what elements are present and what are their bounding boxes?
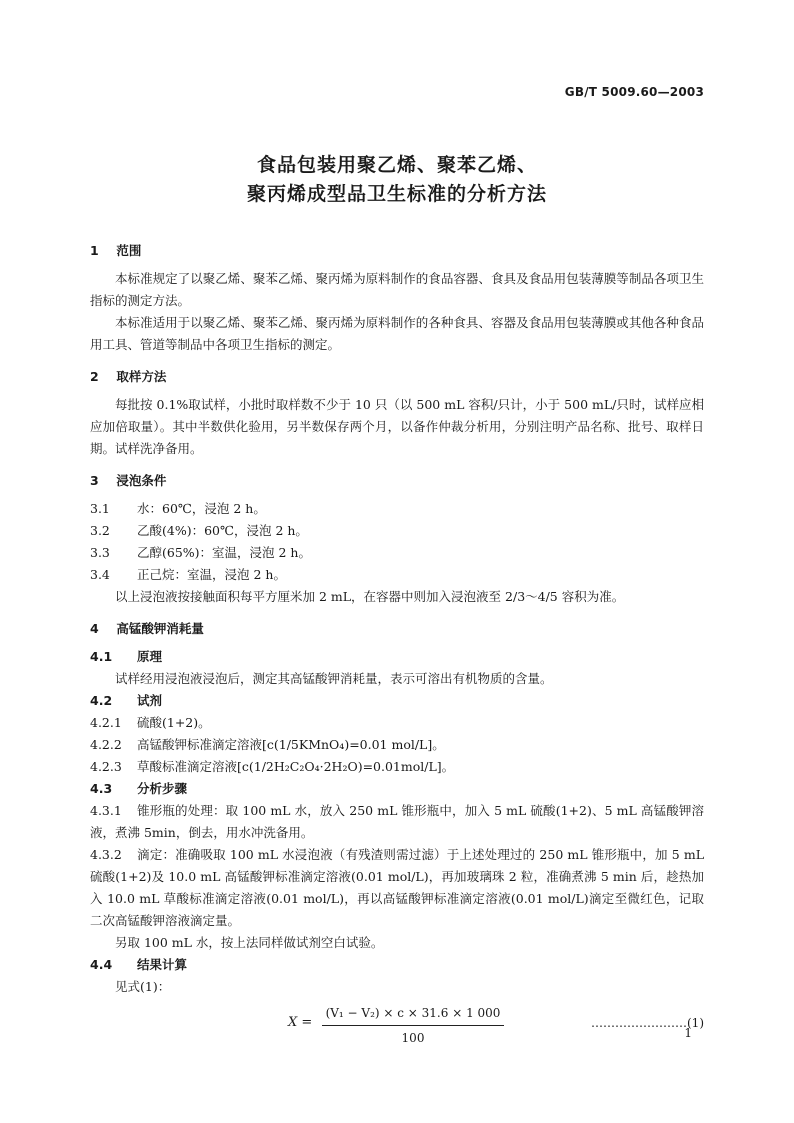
formula-lhs: X = [288, 1015, 313, 1030]
item-number: 4.2.2 [90, 737, 122, 752]
paragraph: 另取 100 mL 水，按上法同样做试剂空白试验。 [115, 935, 384, 950]
formula-number: ……………………(1) [591, 1016, 704, 1030]
document-title [0, 151, 794, 209]
paragraph-number: 4.3.2 [90, 847, 122, 862]
section-number: 2 [90, 369, 99, 384]
subsection-number: 4.3 [90, 781, 113, 796]
paragraph: 本标准规定了以聚乙烯、聚苯乙烯、聚丙烯为原料制作的食品容器、食具及食品用包装薄膜等制品各项卫生指标的测定方法。 [90, 271, 704, 308]
title-line-2: 聚丙烯成型品卫生标准的分析方法 [246, 183, 547, 205]
item-number: 3.3 [90, 545, 110, 560]
subsection-number: 4.4 [90, 957, 113, 972]
item-text: 高锰酸钾标准滴定溶液[c(1/5KMnO₄)=0.01 mol/L]。 [137, 737, 445, 752]
paragraph: 见式(1)： [115, 979, 171, 994]
section-heading-soaking [90, 470, 704, 492]
paragraph-number: 4.3.1 [90, 803, 122, 818]
page-number: 1 [684, 1026, 692, 1040]
formula-numerator: (V₁ − V₂) × c × 31.6 × 1 000 [322, 1002, 504, 1026]
formula-fraction [322, 1002, 504, 1049]
item-number: 3.2 [90, 523, 110, 538]
paragraph: 试样经用浸泡液浸泡后，测定其高锰酸钾消耗量，表示可溶出有机物质的含量。 [115, 671, 553, 686]
section-number: 1 [90, 243, 99, 258]
section-heading-sampling [90, 366, 704, 388]
item-text: 水：60℃，浸泡 2 h。 [137, 501, 266, 516]
subsection-title: 分析步骤 [137, 781, 188, 796]
section-title: 浸泡条件 [116, 473, 167, 488]
formula [90, 1002, 704, 1045]
item-text: 草酸标准滴定溶液[c(1/2H₂C₂O₄·2H₂O)=0.01mol/L]。 [137, 759, 455, 774]
list-item [90, 520, 704, 542]
section-heading-permanganate [90, 618, 704, 640]
paragraph-text: 滴定：准确吸取 100 mL 水浸泡液（有残渣则需过滤）于上述处理过的 250 mL 锥形瓶中，加 5 mL硫酸(1+2)及 10.0 mL 高锰酸钾标准滴定溶液(0.01 mol/L)，再加玻璃珠 2 粒，准确煮沸 5 min 后，趁热加入 10.0 mL 草酸标准滴定溶液(0.01 mol/L)，再以高锰酸钾标准滴定溶液(0.01 mol/L)滴定至微红色，记取二次高锰酸钾溶液滴定量。 [90, 847, 704, 928]
subsection-number: 4.2 [90, 693, 113, 708]
paragraph: 本标准适用于以聚乙烯、聚苯乙烯、聚丙烯为原料制作的各种食具、容器及食品用包装薄膜或其他各种食品用工具、管道等制品中各项卫生指标的测定。 [90, 315, 704, 352]
subsection-heading [90, 954, 704, 976]
item-text: 硫酸(1+2)。 [137, 715, 211, 730]
standard-code: GB/T 5009.60—2003 [564, 85, 704, 99]
item-number: 3.1 [90, 501, 110, 516]
list-item [90, 542, 704, 564]
item-number: 4.2.3 [90, 759, 122, 774]
list-item [90, 712, 704, 734]
item-number: 4.2.1 [90, 715, 122, 730]
section-number: 3 [90, 473, 99, 488]
section-title: 高锰酸钾消耗量 [116, 621, 204, 636]
numbered-paragraph [90, 844, 704, 932]
subsection-heading [90, 690, 704, 712]
subsection-title: 试剂 [137, 693, 163, 708]
subsection-title: 结果计算 [137, 957, 188, 972]
item-text: 乙醇(65%)：室温，浸泡 2 h。 [137, 545, 311, 560]
paragraph-text: 锥形瓶的处理：取 100 mL 水，放入 250 mL 锥形瓶中，加入 5 mL 硫酸(1+2)、5 mL 高锰酸钾溶液，煮沸 5min，倒去，用水冲洗备用。 [90, 803, 704, 840]
section-number: 4 [90, 621, 99, 636]
item-text: 正己烷：室温，浸泡 2 h。 [137, 567, 286, 582]
item-text: 乙酸(4%)：60℃，浸泡 2 h。 [137, 523, 308, 538]
section-title: 范围 [116, 243, 142, 258]
formula-denominator: 100 [401, 1031, 425, 1045]
list-item [90, 734, 704, 756]
subsection-number: 4.1 [90, 649, 113, 664]
title-line-1: 食品包装用聚乙烯、聚苯乙烯、 [256, 154, 537, 176]
subsection-heading [90, 778, 704, 800]
document-body [90, 240, 704, 1045]
subsection-heading [90, 646, 704, 668]
paragraph: 以上浸泡液按接触面积每平方厘米加 2 mL，在容器中则加入浸泡液至 2/3～4/5 容积为准。 [115, 589, 625, 604]
subsection-title: 原理 [137, 649, 163, 664]
section-heading-scope [90, 240, 704, 262]
section-title: 取样方法 [116, 369, 167, 384]
paragraph: 每批按 0.1%取试样，小批时取样数不少于 10 只（以 500 mL 容积/只计，小于 500 mL/只时，试样应相应加倍取量）。其中半数供化验用，另半数保存两个月，以备作仲裁分析用，分别注明产品名称、批号、取样日期。试样洗净备用。 [90, 397, 704, 456]
list-item [90, 498, 704, 520]
list-item [90, 756, 704, 778]
list-item [90, 564, 704, 586]
numbered-paragraph [90, 800, 704, 844]
item-number: 3.4 [90, 567, 110, 582]
